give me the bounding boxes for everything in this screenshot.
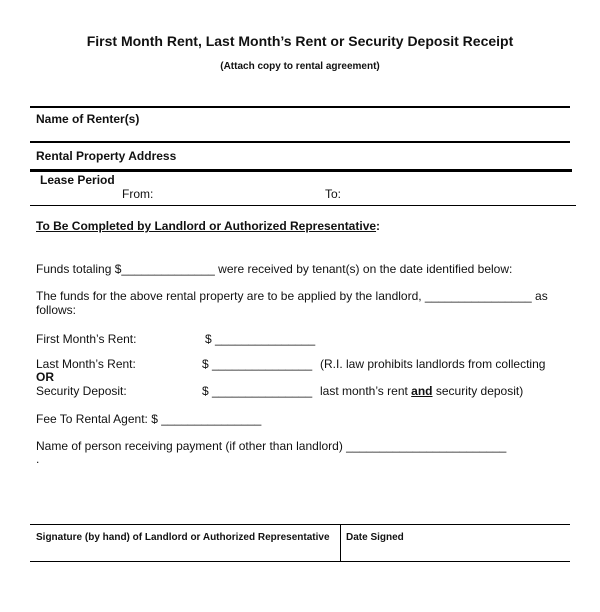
first-month-label: First Month’s Rent: [36, 332, 137, 346]
funds-applied-line: The funds for the above rental property are to be applied by the landlord, ________________ as [36, 289, 548, 303]
divider-lease [30, 205, 576, 206]
rental-agent-fee-line: Fee To Rental Agent: $ _______________ [36, 412, 262, 426]
divider-top [30, 106, 570, 108]
first-month-blank: $ _______________ [205, 332, 316, 346]
ri-law-note: (R.I. law prohibits landlords from collecting [320, 357, 546, 371]
renter-name-label: Name of Renter(s) [36, 112, 140, 126]
lease-to-label: To: [325, 187, 342, 201]
date-signed-label: Date Signed [346, 532, 404, 543]
signature-bottom-rule [30, 561, 570, 562]
property-address-label: Rental Property Address [36, 149, 177, 163]
divider-address [30, 169, 572, 172]
landlord-heading-colon: : [376, 219, 381, 233]
ri-note-prefix: last month’s rent [320, 384, 408, 398]
ri-note-suffix: security deposit) [435, 384, 524, 398]
page-title: First Month Rent, Last Month’s Rent or Security Deposit Receipt [86, 33, 514, 49]
funds-applied-follows: follows: [36, 303, 77, 317]
signature-label: Signature (by hand) of Landlord or Authorized Representative [36, 532, 330, 543]
divider-renter [30, 141, 570, 143]
signature-top-rule [30, 524, 570, 525]
signature-divider [340, 524, 341, 562]
security-deposit-label: Security Deposit: [36, 384, 127, 398]
security-deposit-blank: $ _______________ [202, 384, 313, 398]
receiver-name-line: Name of person receiving payment (if other than landlord) ________________________ [36, 439, 507, 453]
ri-law-note-2 [320, 384, 523, 398]
lease-period-label: Lease Period [40, 173, 115, 187]
or-label: OR [36, 370, 54, 384]
lease-from-label: From: [122, 187, 154, 201]
landlord-heading-text: To Be Completed by Landlord or Authorized Representative [36, 219, 377, 233]
ri-note-and: and [411, 384, 433, 398]
stray-dot: . [36, 452, 40, 466]
page-subtitle: (Attach copy to rental agreement) [220, 61, 380, 72]
landlord-section-heading [36, 219, 380, 233]
last-month-blank: $ _______________ [202, 357, 313, 371]
funds-totaling-line: Funds totaling $______________ were received by tenant(s) on the date identified below: [36, 262, 513, 276]
last-month-label: Last Month’s Rent: [36, 357, 136, 371]
